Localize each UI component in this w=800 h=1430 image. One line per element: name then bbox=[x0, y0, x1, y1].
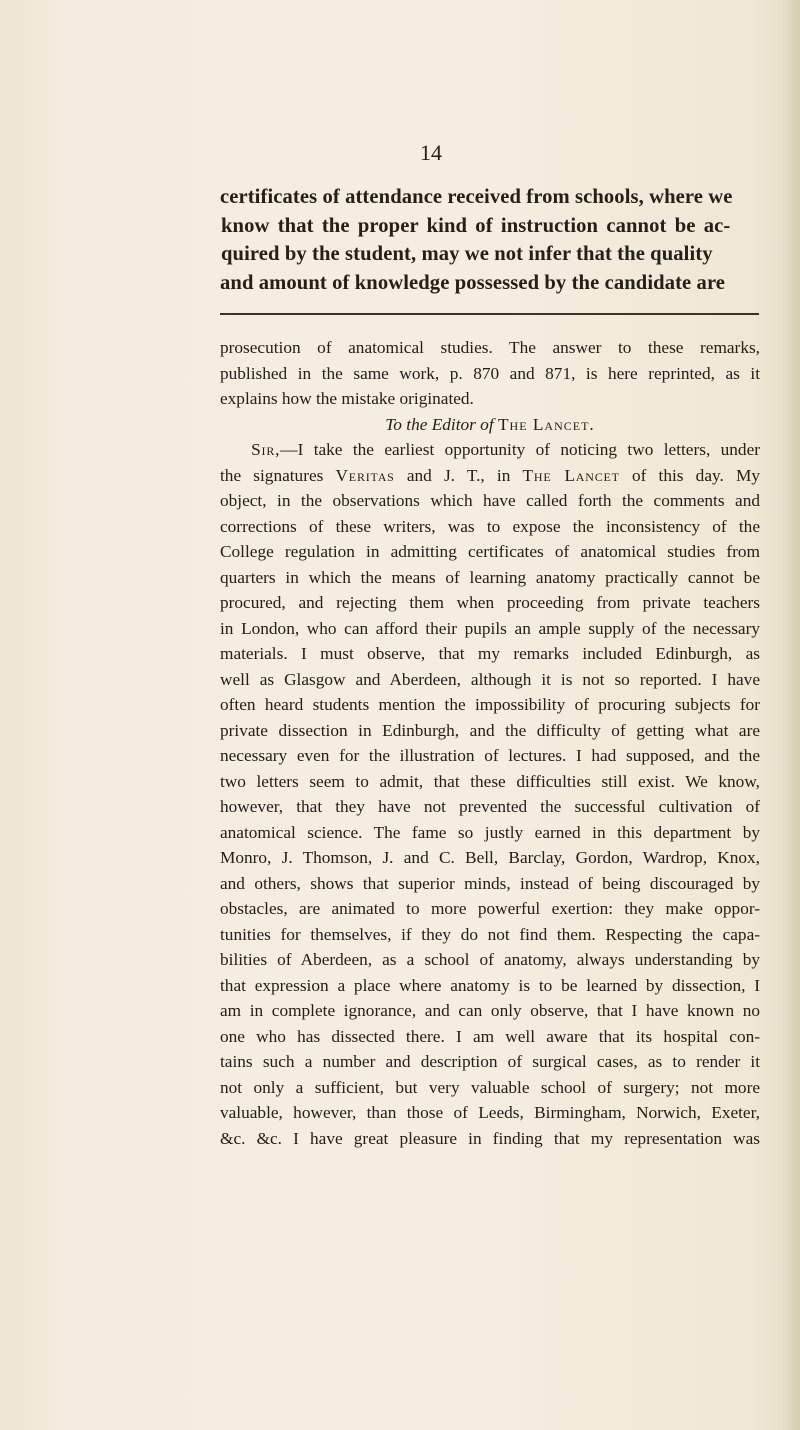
text-line: well as Glasgow and Aberdeen, although it is not so reported. I have bbox=[220, 669, 760, 689]
text-line: prosecution of anatomical studies. The answer to these remarks, bbox=[220, 338, 760, 357]
journal-name: The Lancet bbox=[522, 465, 620, 485]
intro-paragraph bbox=[220, 335, 760, 412]
text-line: valuable, however, than those of Leeds, Birmingham, Norwich, Exeter, bbox=[220, 1103, 760, 1122]
text-line bbox=[220, 463, 760, 489]
text-line: &c. &c. I have great pleasure in finding that my representation was bbox=[220, 1128, 760, 1148]
text-line: not only a sufficient, but very valuable school of surgery; not more bbox=[220, 1077, 760, 1097]
page-edge-shading bbox=[782, 0, 800, 1430]
text-line: tains such a number and description of surgical cases, as to render it bbox=[220, 1052, 760, 1071]
text-fragment: —I take the earliest opportunity of noticing two letters, under bbox=[280, 440, 760, 459]
text-line: anatomical science. The fame so justly earned in this department by bbox=[220, 822, 760, 842]
pseudonym: Veritas bbox=[335, 465, 395, 485]
text-line: am in complete ignorance, and can only observe, that I have known no bbox=[220, 1001, 760, 1020]
footnote-text-block bbox=[220, 335, 760, 1151]
text-fragment: the signatures bbox=[220, 465, 324, 485]
letter-heading-prefix: To the Editor of bbox=[385, 414, 494, 434]
text-line: object, in the observations which have called forth the comments and bbox=[220, 491, 760, 510]
text-fragment: and J. T., in bbox=[406, 465, 511, 485]
letter-heading bbox=[220, 412, 760, 438]
text-line: that expression a place where anatomy is to be learned by dissection, I bbox=[220, 975, 760, 995]
text-line: one who has dissected there. I am well aware that its hospital con- bbox=[220, 1026, 760, 1046]
text-line: quarters in which the means of learning anatomy practically cannot be bbox=[220, 567, 760, 587]
upper-text-block bbox=[220, 183, 760, 297]
text-line: two letters seem to admit, that these difficulties still exist. We know, bbox=[220, 771, 760, 791]
text-line: tunities for themselves, if they do not find them. Respecting the capa- bbox=[220, 924, 760, 944]
text-line: in London, who can afford their pupils an ample supply of the necessary bbox=[220, 618, 760, 638]
letter-paragraph bbox=[220, 437, 760, 1151]
text-line: corrections of these writers, was to expose the inconsistency of the bbox=[220, 516, 760, 536]
text-line: obstacles, are animated to more powerful exertion: they make oppor- bbox=[220, 899, 760, 918]
section-divider bbox=[220, 313, 759, 315]
text-line: Monro, J. Thomson, J. and C. Bell, Barclay, Gordon, Wardrop, Knox, bbox=[220, 848, 760, 867]
upper-line: quired by the student, may we not infer that the quality bbox=[221, 243, 713, 265]
upper-line: certificates of attendance received from schools, where we bbox=[220, 186, 733, 208]
text-line: explains how the mistake originated. bbox=[220, 389, 474, 408]
text-line: published in the same work, p. 870 and 871, is here reprinted, as it bbox=[220, 363, 760, 383]
text-line: materials. I must observe, that my remarks included Edinburgh, as bbox=[220, 644, 760, 663]
salutation: Sir, bbox=[251, 440, 281, 459]
text-line: necessary even for the illustration of lectures. I had supposed, and the bbox=[220, 746, 760, 765]
upper-line: and amount of knowledge possessed by the candidate are bbox=[220, 271, 726, 294]
upper-line: know that the proper kind of instruction cannot be ac- bbox=[221, 214, 731, 237]
text-line bbox=[220, 437, 760, 463]
letter-heading-journal: The Lancet. bbox=[497, 414, 595, 434]
text-line: bilities of Aberdeen, as a school of anatomy, always understanding by bbox=[220, 950, 760, 969]
text-line: often heard students mention the impossibility of procuring subjects for bbox=[220, 695, 760, 714]
text-fragment: of this day. My bbox=[631, 465, 760, 485]
text-line: and others, shows that superior minds, instead of being discouraged by bbox=[220, 873, 760, 893]
text-line: however, that they have not prevented the successful cultivation of bbox=[220, 797, 760, 816]
page-number: 14 bbox=[420, 140, 442, 165]
text-line: College regulation in admitting certificates of anatomical studies from bbox=[220, 542, 760, 561]
text-line: private dissection in Edinburgh, and the difficulty of getting what are bbox=[220, 720, 760, 740]
text-line: procured, and rejecting them when proceeding from private teachers bbox=[220, 593, 760, 612]
